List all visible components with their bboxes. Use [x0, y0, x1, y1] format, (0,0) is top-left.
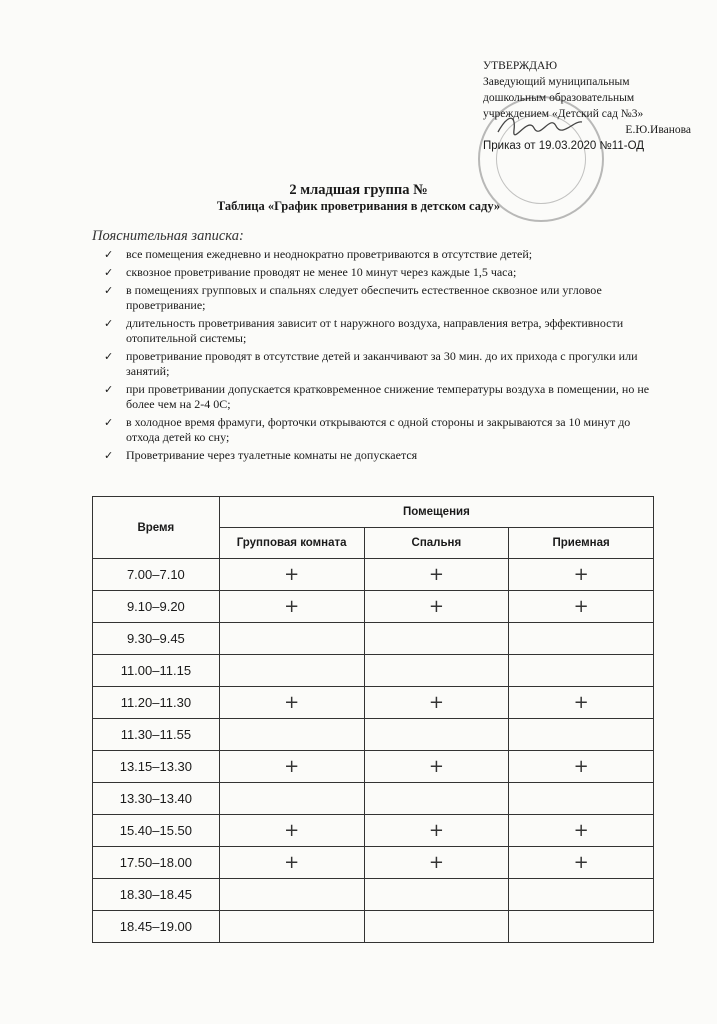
mark-cell: +	[364, 847, 509, 879]
mark-cell	[364, 719, 509, 751]
time-cell: 17.50–18.00	[93, 847, 220, 879]
time-cell: 9.10–9.20	[93, 591, 220, 623]
time-cell: 11.30–11.55	[93, 719, 220, 751]
mark-cell: +	[219, 847, 364, 879]
checkmark-icon: ✓	[104, 317, 114, 330]
mark-cell	[509, 783, 654, 815]
mark-cell	[364, 911, 509, 943]
time-cell: 11.00–11.15	[93, 655, 220, 687]
approval-position-line1: Заведующий муниципальным	[483, 76, 630, 88]
column-header-rooms: Помещения	[219, 497, 653, 528]
table-row	[93, 879, 654, 911]
mark-cell: +	[219, 687, 364, 719]
time-cell: 7.00–7.10	[93, 559, 220, 591]
table-row	[93, 815, 654, 847]
table-row	[93, 719, 654, 751]
time-cell: 18.45–19.00	[93, 911, 220, 943]
mark-cell	[509, 719, 654, 751]
checkmark-icon: ✓	[104, 449, 114, 462]
page-title: 2 младшая группа №	[289, 182, 428, 198]
approval-order: Приказ от 19.03.2020 №11-ОД	[483, 140, 645, 152]
checkmark-icon: ✓	[104, 383, 114, 396]
mark-cell: +	[364, 815, 509, 847]
column-header-bedroom: Спальня	[364, 528, 509, 559]
approval-signer-name: Е.Ю.Иванова	[625, 124, 691, 136]
mark-cell	[219, 719, 364, 751]
mark-cell: +	[219, 751, 364, 783]
list-item: ✓ в холодное время фрамуги, форточки открываются с одной стороны и закрываются за 10 минут до отхода детей ко сну;	[104, 415, 631, 444]
list-item: ✓ Проветривание через туалетные комнаты не допускается	[104, 448, 418, 462]
note-heading: Пояснительная записка:	[92, 228, 244, 244]
table-row	[93, 559, 654, 591]
time-cell: 15.40–15.50	[93, 815, 220, 847]
mark-cell	[364, 655, 509, 687]
mark-cell: +	[364, 559, 509, 591]
list-item: ✓ длительность проветривания зависит от t наружного воздуха, направления ветра, эффективности отопительной системы;	[104, 316, 624, 345]
approval-position-line2: дошкольным образовательным	[483, 92, 635, 104]
approval-block	[483, 58, 703, 154]
time-cell: 18.30–18.45	[93, 879, 220, 911]
mark-cell	[219, 623, 364, 655]
list-item: ✓ в помещениях групповых и спальнях следует обеспечить естественное сквозное или угловое проветривание;	[104, 283, 602, 312]
mark-cell: +	[509, 847, 654, 879]
time-cell: 11.20–11.30	[93, 687, 220, 719]
mark-cell	[509, 911, 654, 943]
mark-cell	[509, 655, 654, 687]
table-body	[93, 559, 654, 943]
approval-institution: учреждением «Детский сад №3»	[483, 108, 644, 120]
column-header-group-room: Групповая комната	[219, 528, 364, 559]
note-list	[104, 247, 664, 466]
checkmark-icon: ✓	[104, 284, 114, 297]
table-row	[93, 847, 654, 879]
mark-cell	[219, 911, 364, 943]
mark-cell: +	[364, 591, 509, 623]
table-row	[93, 751, 654, 783]
list-item: ✓ все помещения ежедневно и неоднократно проветриваются в отсутствие детей;	[104, 247, 533, 261]
list-item: ✓ сквозное проветривание проводят не менее 10 минут через каждые 1,5 часа;	[104, 265, 517, 279]
mark-cell: +	[219, 591, 364, 623]
time-cell: 13.15–13.30	[93, 751, 220, 783]
mark-cell: +	[509, 591, 654, 623]
mark-cell	[364, 879, 509, 911]
column-header-reception: Приемная	[509, 528, 654, 559]
checkmark-icon: ✓	[104, 350, 114, 363]
table-row	[93, 623, 654, 655]
mark-cell	[509, 623, 654, 655]
mark-cell: +	[509, 559, 654, 591]
mark-cell: +	[219, 559, 364, 591]
mark-cell: +	[509, 687, 654, 719]
checkmark-icon: ✓	[104, 248, 114, 261]
mark-cell: +	[509, 815, 654, 847]
table-row	[93, 655, 654, 687]
page-subtitle: Таблица «График проветривания в детском саду»	[216, 199, 501, 213]
mark-cell	[364, 783, 509, 815]
table-row	[93, 591, 654, 623]
mark-cell	[509, 879, 654, 911]
checkmark-icon: ✓	[104, 416, 114, 429]
ventilation-schedule-table	[92, 496, 654, 943]
mark-cell	[219, 783, 364, 815]
mark-cell: +	[509, 751, 654, 783]
mark-cell: +	[364, 751, 509, 783]
mark-cell	[364, 623, 509, 655]
table-row	[93, 687, 654, 719]
list-item: ✓ проветривание проводят в отсутствие детей и заканчивают за 30 мин. до их прихода с прогулки или занятий;	[104, 349, 638, 378]
mark-cell	[219, 655, 364, 687]
column-header-time: Время	[93, 497, 220, 559]
list-item: ✓ при проветривании допускается кратковременное снижение температуры воздуха в помещении, но не более чем на 2-4 0С;	[104, 382, 650, 411]
table-row	[93, 911, 654, 943]
mark-cell: +	[364, 687, 509, 719]
table-row	[93, 783, 654, 815]
time-cell: 13.30–13.40	[93, 783, 220, 815]
time-cell: 9.30–9.45	[93, 623, 220, 655]
mark-cell: +	[219, 815, 364, 847]
checkmark-icon: ✓	[104, 266, 114, 279]
mark-cell	[219, 879, 364, 911]
approval-heading: УТВЕРЖДАЮ	[483, 60, 558, 72]
